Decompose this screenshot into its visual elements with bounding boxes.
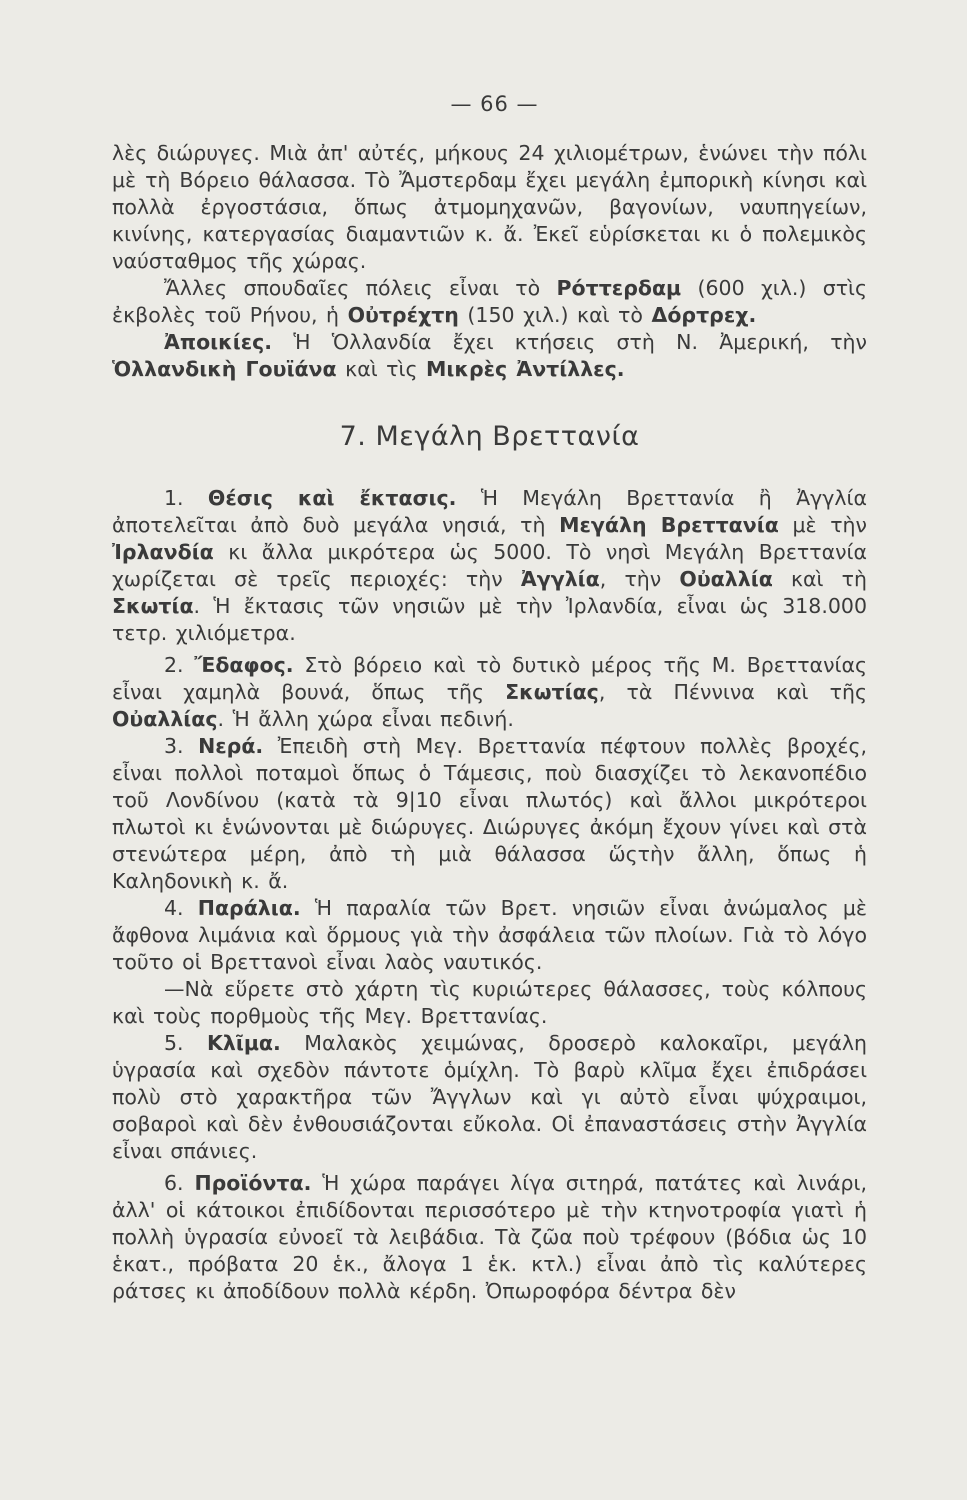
terrain-heading: Ἔδαφος. [194, 653, 294, 677]
paragraph-terrain: 2. Ἔδαφος. Στὸ βόρειο καὶ τὸ δυτικὸ μέρος τῆς Μ. Βρεττανίας εἶναι χαμηλὰ βουνά, ὅπως τῆς Σκωτίας, τὰ Πέννινα καὶ τῆς Οὐαλλίας. Ἡ ἄλλη χώρα εἶναι πεδινή. [112, 653, 867, 731]
climate-heading: Κλῖμα. [207, 1031, 281, 1055]
paragraph-products: 6. Προϊόντα. Ἡ χώρα παράγει λίγα σιτηρά, πατάτες καὶ λινάρι, ἀλλ' οἱ κάτοικοι ἐπιδίδονται περισσότερο μὲ τὴν κτηνοτροφία γιατὶ ἡ πολλὴ ὑγρασία εὐνοεῖ τὰ λειβάδια. Τὰ ζῶα ποὺ τρέφουν (βόδια ὡς 10 ἑκατ., πρόβατα 20 ἑκ., ἄλογα 1 ἑκ. κτλ.) εἶναι ἀπὸ τὶς καλύτερες ράτσες κι ἀποδίδουν πολλὰ κέρδη. Ὀπωροφόρα δέντρα δὲν [112, 1171, 867, 1303]
paragraph-cities: Ἄλλες σπουδαῖες πόλεις εἶναι τὸ Ρόττερδαμ (600 χιλ.) στὶς ἐκβολὲς τοῦ Ρήνου, ἡ Οὐτρέχτη (150 χιλ.) καὶ τὸ Δόρτρεχ. [112, 276, 868, 327]
paragraph-text: λὲς διώρυγες. Μιὰ ἀπ' αὐτές, μήκους 24 χιλιομέτρων, ἑνώνει τὴν πόλι μὲ τὴ Βόρειο θάλασσα. Τὸ Ἄμστερδαμ ἔχει μεγάλη ἐμπορικὴ κίνησι καὶ πολλὰ ἐργοστάσια, ὅπως ἀτμομηχανῶν, βαγονίων, ναυπηγείων, κινίνης, κατεργασίας διαμαντιῶν κ. ἄ. Ἐκεῖ εὑρίσκεται κι ὁ πολεμικὸς ναύσταθμος τῆς χώρας. [112, 141, 867, 273]
paragraph-waters: 3. Νερά. Ἐπειδὴ στὴ Μεγ. Βρεττανία πέφτουν πολλὲς βροχές, εἶναι πολλοὶ ποταμοὶ ὅπως ὁ Τάμεσις, ποὺ διασχίζει τὸ λεκανοπέδιο τοῦ Λονδίνου (κατὰ τὰ 9|10 εἶναι πλωτός) καὶ ἄλλοι μικρότεροι πλωτοὶ κι ἑνώνονται μὲ διώρυγες. Διώρυγες ἀκόμη ἔχουν γίνει καὶ στὰ στενώτερα μέρη, ἀπὸ τὴ μιὰ θάλασσα ὥςτὴν ἄλλη, ὅπως ἡ Καληδονικὴ κ. ἄ. [112, 734, 867, 893]
paragraph-colonies: Ἀποικίες. Ἡ Ὁλλανδία ἔχει κτήσεις στὴ Ν. Ἀμερική, τὴν Ὁλλανδικὴ Γουϊάνα καὶ τὶς Μικρὲς Ἀντίλλες. [112, 330, 867, 381]
position-heading: Θέσις καὶ ἔκτασις. [207, 486, 457, 510]
paragraph-coasts: 4. Παράλια. Ἡ παραλία τῶν Βρετ. νησιῶν εἶναι ἀνώμαλος μὲ ἄφθονα λιμάνια καὶ ὅρμους γιὰ τὴν ἀσφάλεια τῶν πλοίων. Γιὰ τὸ λόγο τοῦτο οἱ Βρεττανοὶ εἶναι λαὸς ναυτικός. [112, 896, 867, 974]
colonies-heading: Ἀποικίες. [164, 330, 273, 354]
waters-heading: Νερά. [198, 734, 264, 758]
city-rotterdam: Ρόττερδαμ [556, 276, 682, 300]
coasts-heading: Παράλια. [197, 896, 301, 920]
section-title: 7. Μεγάλη Βρεττανία [339, 421, 640, 452]
products-heading: Προϊόντα. [194, 1171, 312, 1195]
paragraph-climate: 5. Κλῖμα. Μαλακὸς χειμώνας, δροσερὸ καλοκαῖρι, μεγάλη ὑγρασία καὶ σχεδὸν πάντοτε ὁμίχλη. Τὸ βαρὺ κλῖμα ἔχει ἐπιδράσει πολὺ στὸ χαρακτῆρα τῶν Ἄγγλων καὶ γι αὐτὸ εἶναι ψύχραιμοι, σοβαροὶ καὶ δὲν ἐνθουσιάζονται εὔκολα. Οἱ ἐπαναστάσεις στὴν Ἀγγλία εἶναι σπάνιες. [112, 1031, 867, 1163]
city-utrecht: Οὐτρέχτη [347, 303, 459, 327]
page-number: — 66 — [450, 92, 539, 116]
paragraph-canals [112, 140, 867, 275]
city-dordrecht: Δόρτρεχ. [651, 303, 757, 327]
paragraph-position: 1. Θέσις καὶ ἔκτασις. Ἡ Μεγάλη Βρεττανία ἢ Ἀγγλία ἀποτελεῖται ἀπὸ δυὸ μεγάλα νησιά, τὴ Μεγάλη Βρεττανία μὲ τὴν Ἰρλανδία κι ἄλλα μικρότερα ὡς 5000. Τὸ νησὶ Μεγάλη Βρεττανία χωρίζεται σὲ τρεῖς περιοχές: τὴν Ἀγγλία, τὴν Οὐαλλία καὶ τὴ Σκωτία. Ἡ ἔκτασις τῶν νησιῶν μὲ τὴν Ἰρλανδία, εἶναι ὡς 318.000 τετρ. χιλιόμετρα. [112, 486, 868, 645]
paragraph-task: —Νὰ εὕρετε στὸ χάρτη τὶς κυριώτερες θάλασσες, τοὺς κόλπους καὶ τοὺς πορθμοὺς τῆς Μεγ. Βρεττανίας. [112, 977, 867, 1028]
